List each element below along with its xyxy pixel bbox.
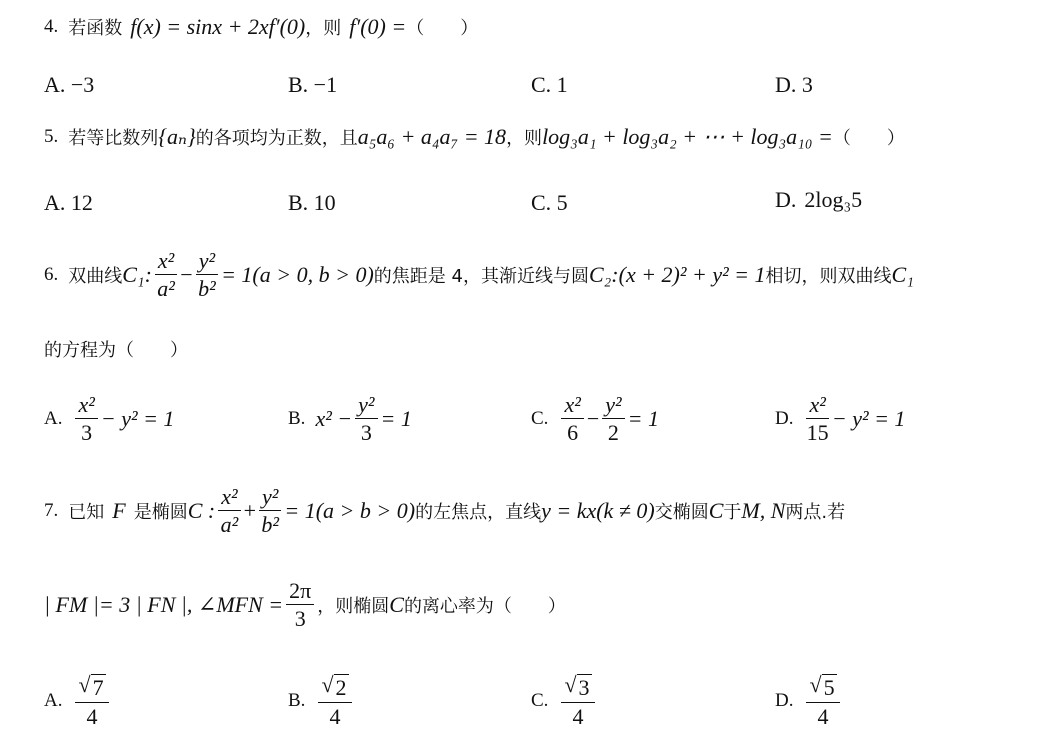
q4-prefix: 若函数 [68,18,123,39]
q5-number: 5. [44,126,59,147]
q7-option-b[interactable]: B. √ 2 4 [288,672,355,730]
q5-paren: （ ） [832,128,905,149]
q5-option-c[interactable]: C. 5 [531,190,568,215]
q6-stem-line2: 的方程为（ ） [44,340,188,361]
q5-option-d[interactable]: D. 2log₃5 [775,187,863,212]
q4-connector: ，则 [305,18,342,39]
q7-stem: 7. 已知 F 是椭圆 C : $\frac{\text{x²}}{\text{a²}}$ + $\frac{\text{y²}}{\text{b²}}$ = 1(a > b > 0) 的左焦点，直线 y = kx(k ≠ 0) 交椭圆 C 于 M, N 两点.若 [44,484,846,538]
q7-option-a[interactable]: A. √ 7 4 [44,672,112,730]
q5-prefix: 若等比数列 [68,128,159,149]
q7-option-d[interactable]: D. √ 5 4 [775,672,843,730]
q7-option-c[interactable]: C. √ 3 4 [531,672,598,730]
q5-option-a[interactable]: A. 12 [44,190,93,215]
q6-frac-y: $\frac{\text{y²}}{\text{b²}}$ [196,248,218,302]
q5-condition: a₅a₆ + a₄a₇ = 18 [357,124,507,149]
q4-option-a[interactable]: A. −3 [44,72,95,97]
q7-stem-line2: | FM |= 3 | FN |, ∠MFN = $\frac{2\pi}{3}$ ，则椭圆 C 的离心率为（ ） [44,578,566,632]
q6-option-a[interactable]: A. $\frac{\text{x²}}{3}$ − y² = 1 [44,392,175,446]
q5-mid: 的各项均为正数，且 [195,128,358,149]
q7-frac-y: $\frac{\text{y²}}{\text{b²}}$ [259,484,281,538]
q4-paren: （ ） [406,18,479,39]
q6-number: 6. [44,263,59,285]
q5-option-b[interactable]: B. 10 [288,190,336,215]
q4-option-c[interactable]: C. 1 [531,72,568,97]
q6-option-c[interactable]: C. $\frac{\text{x²}}{6}$ − $\frac{\text{y²}}{2}$ = 1 [531,392,659,446]
q4-function: f(x) = sinx + 2xf′(0) [130,14,306,39]
q6-frac-x: $\frac{\text{x²}}{\text{a²}}$ [155,248,177,302]
q6-stem: 6. 双曲线 C₁: $\frac{\text{x²}}{\text{a²}}$ − $\frac{\text{y²}}{\text{b²}}$ = 1(a > 0, b > 0) 的焦距是 4，其渐近线与圆 C₂:(x + 2)² + y² = 1 相切，则双曲线 C₁ [44,248,914,302]
q5-sequence: {aₙ} [158,124,196,149]
q4-option-d[interactable]: D. 3 [775,72,813,97]
q7-frac-x: $\frac{\text{x²}}{\text{a²}}$ [218,484,240,538]
q4-ask: f′(0) = [349,14,407,39]
q7-angle-frac: $\frac{2\pi}{3}$ [286,578,314,632]
q4-option-b[interactable]: B. −1 [288,72,338,97]
q5-expression: log₃a₁ + log₃a₂ + ⋯ + log₃a₁₀ = [542,124,833,149]
q7-number: 7. [44,499,59,521]
q5-stem [44,124,905,150]
q6-option-d[interactable]: D. $\frac{\text{x²}}{15}$ − y² = 1 [775,392,906,446]
q6-option-b[interactable]: B. x² − $\frac{\text{y²}}{3}$ = 1 [288,392,412,446]
q5-connector: ，则 [506,128,543,149]
q4-stem [44,14,478,40]
q4-number: 4. [44,16,59,37]
